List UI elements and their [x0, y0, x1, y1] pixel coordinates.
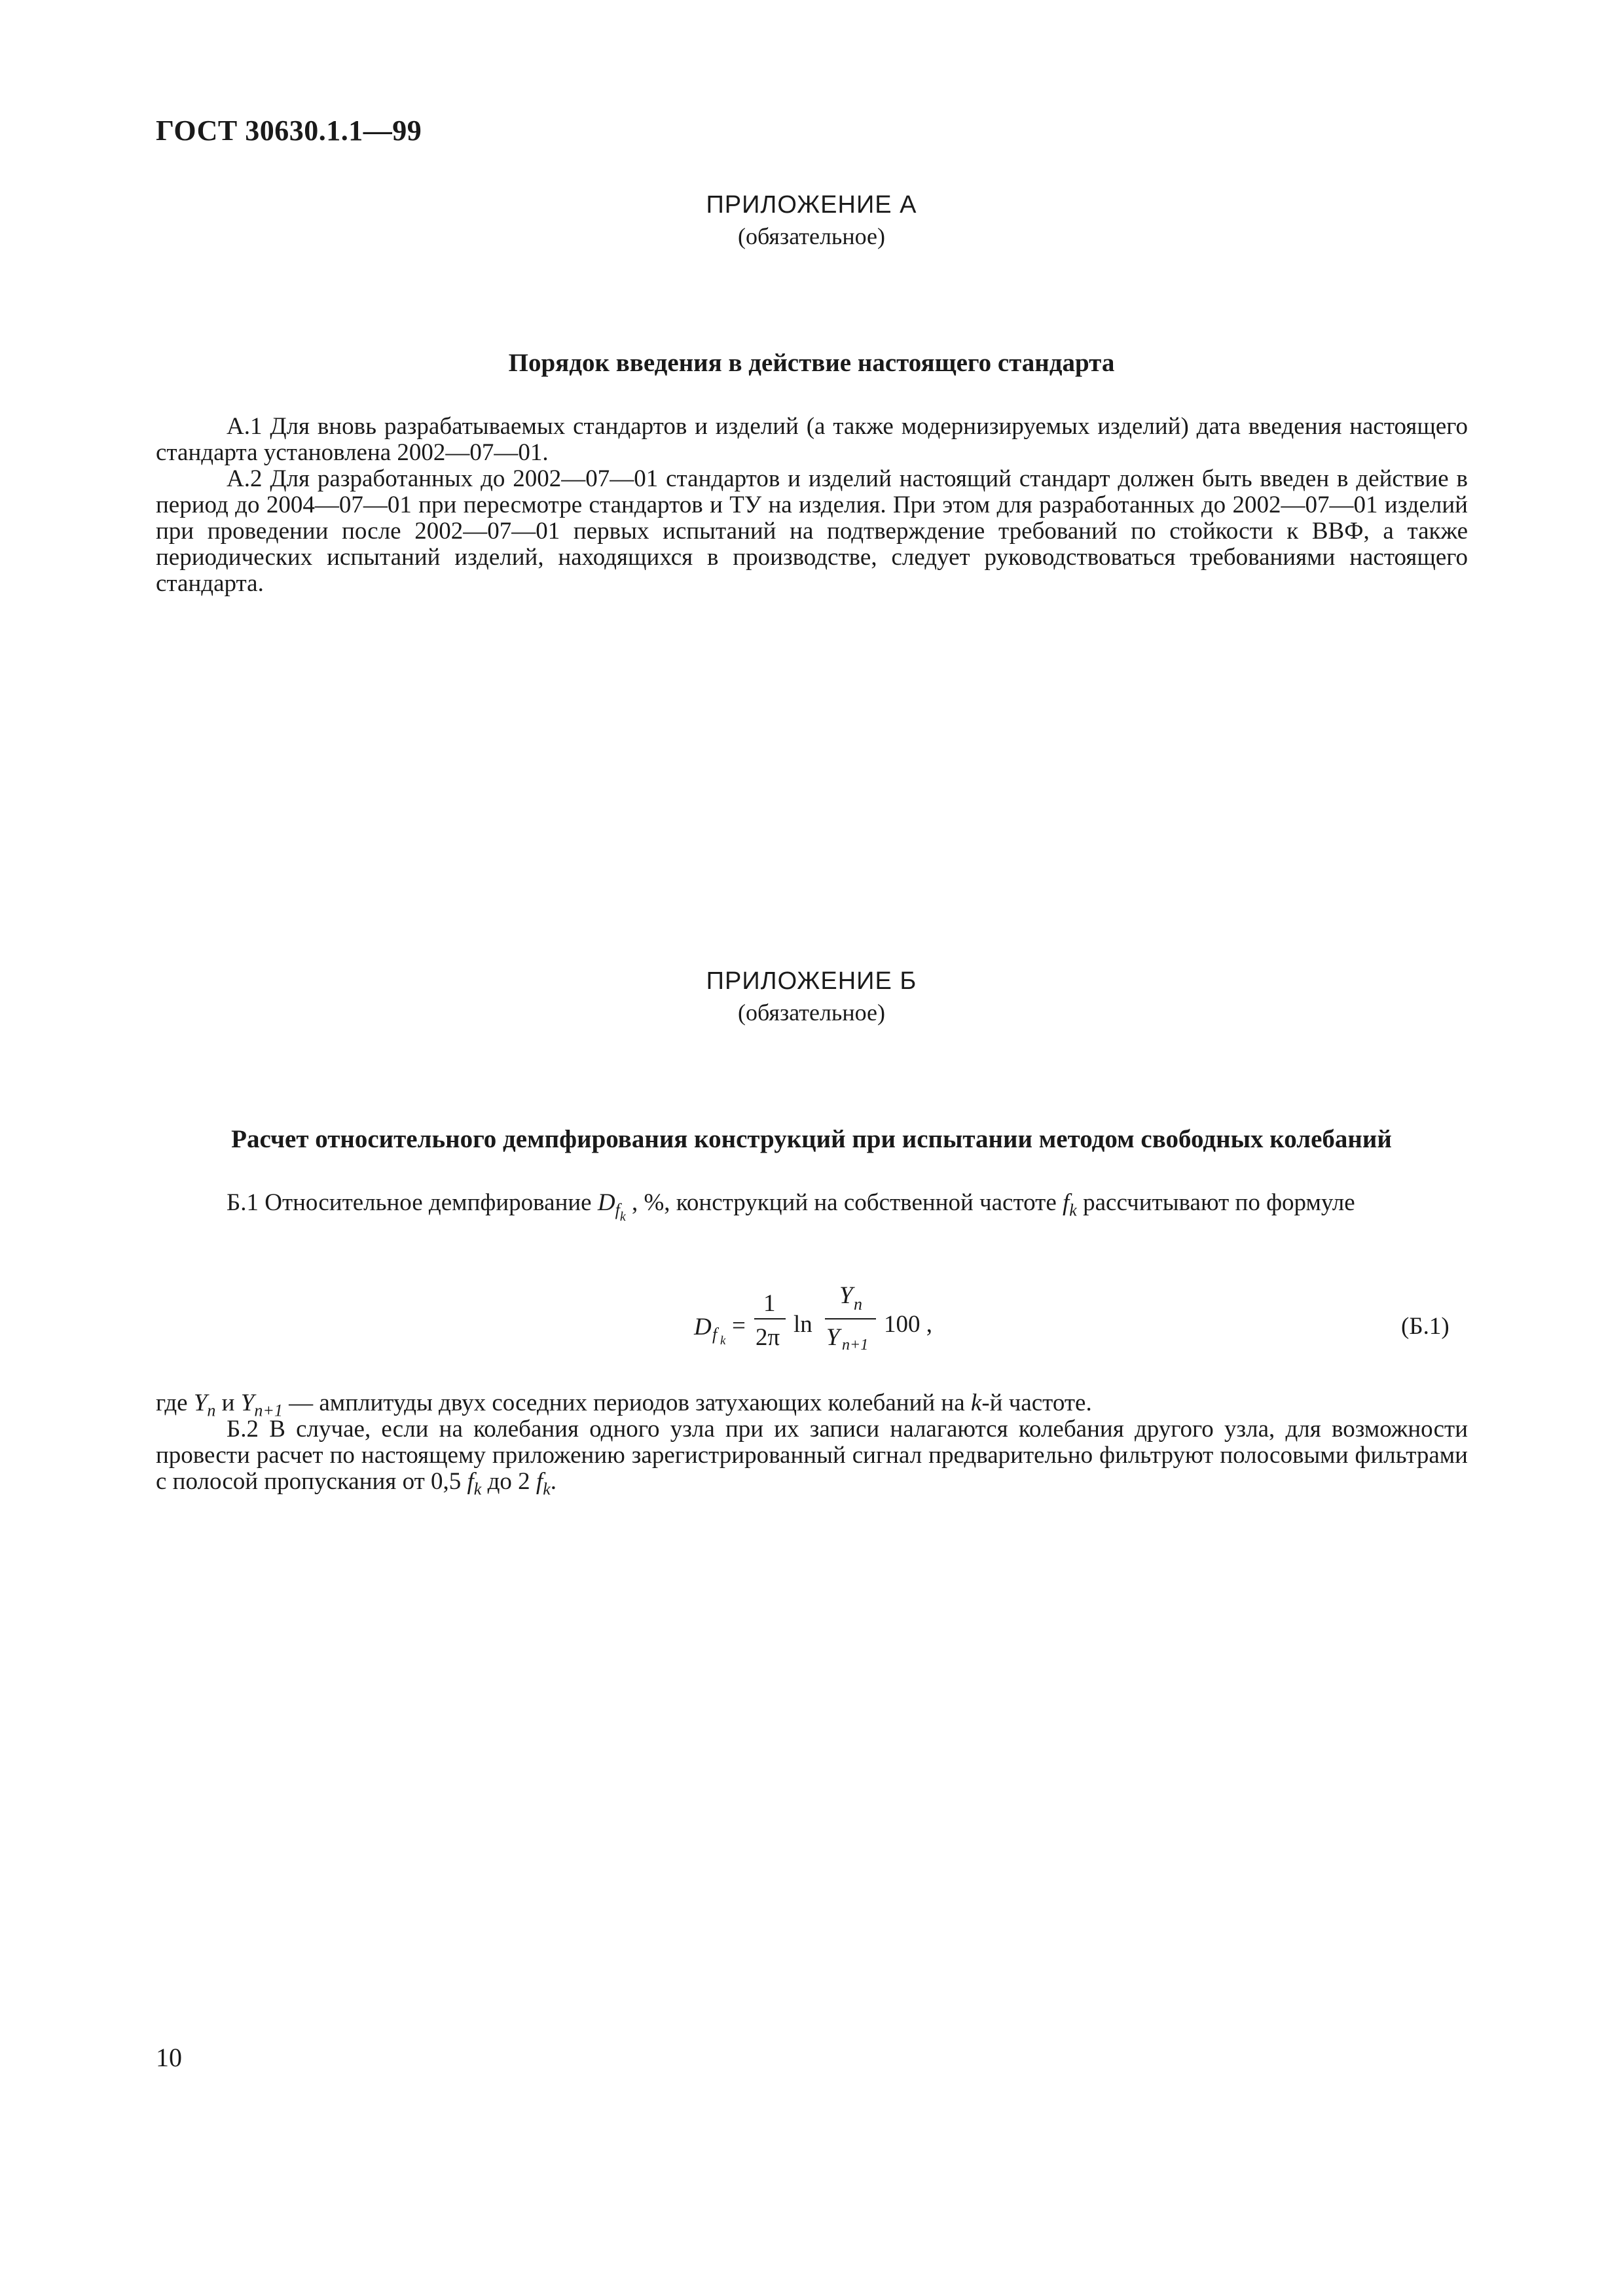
formula-frac2-denominator: Y — [826, 1324, 840, 1351]
frequency-sub-k: k — [1069, 1200, 1077, 1220]
where-line — [156, 1390, 1468, 1420]
annex-a-status: (обязательное) — [738, 223, 885, 249]
page-number: 10 — [156, 2043, 182, 2072]
b2-sub-k2: k — [543, 1479, 551, 1499]
formula-frac2-denominator-sub: n+1 — [842, 1336, 869, 1354]
paragraph-a2: А.2 Для разработанных до 2002—07—01 стандартов и изделий настоящий стандарт должен быть введен в действие в период до 2004—07—01 при пересмотре стандартов и ТУ на изделия. При этом для разработанных до 2002—07—01 изделий при проведении после 2002—07—01 первых испытаний на подтверждение требований по стойкости к ВВФ, а также периодических испытаний изделий, находящихся в производстве, следует руководствоваться требованиями настоящего стандарта. — [156, 465, 1468, 597]
annex-b-title: ПРИЛОЖЕНИЕ Б — [706, 967, 917, 995]
formula-frac2-numerator-sub: n — [854, 1295, 862, 1314]
formula-frac2-line — [825, 1318, 876, 1319]
annex-a-body — [156, 414, 1468, 597]
b1-text-start: Б.1 Относительное демпфирование — [227, 1189, 598, 1216]
annex-a-title: ПРИЛОЖЕНИЕ А — [706, 191, 917, 219]
annex-b-status: (обязательное) — [738, 999, 885, 1026]
where-text-start: где — [156, 1390, 194, 1416]
where-and: и — [215, 1390, 241, 1416]
where-sub-n: n — [207, 1401, 216, 1420]
b2-text-end: . — [550, 1468, 556, 1495]
b2-text-middle: до 2 — [481, 1468, 536, 1495]
where-symbol-yn: Y — [193, 1390, 208, 1416]
damping-symbol: D — [597, 1189, 615, 1216]
paragraph-a1: А.1 Для вновь разрабатываемых стандартов и изделий (а также модернизируемых изделий) дата введения настоящего стандарта установлена 2002—07—01. — [156, 413, 1468, 466]
damping-sub-f: f — [615, 1200, 620, 1220]
formula-ln: ln — [793, 1311, 812, 1338]
formula-frac2-numerator: Y — [839, 1282, 853, 1309]
frequency-symbol: f — [1063, 1189, 1070, 1216]
formula-frac1-line — [754, 1318, 786, 1319]
formula-b1 — [694, 1276, 1152, 1368]
b1-text-end: рассчитывают по формуле — [1076, 1189, 1355, 1216]
formula-frac1-numerator: 1 — [763, 1290, 776, 1317]
b2-sub-k1: k — [473, 1479, 482, 1499]
where-sub-n1: n+1 — [254, 1401, 283, 1420]
paragraph-b2 — [156, 1416, 1468, 1499]
b2-text-start: Б.2 В случае, если на колебания одного узла при их записи налагаются колебания другого узла, для возможности провести расчет по настоящему приложению зарегистрированный сигнал предварительно фильтруют полосовыми фильтрами с полосой пропускания от 0,5 — [156, 1416, 1468, 1495]
where-symbol-yn1: Y — [240, 1390, 255, 1416]
b2-symbol-f2: f — [536, 1468, 543, 1495]
annex-b-heading: Расчет относительного демпфирования конструкций при испытании методом свободных колебаний — [231, 1125, 1392, 1153]
formula-number: (Б.1) — [1401, 1313, 1450, 1340]
formula-lhs-sub-k: k — [720, 1334, 726, 1348]
paragraph-b1 — [156, 1189, 1468, 1225]
b1-text-middle: , %, конструкций на собственной частоте — [625, 1189, 1063, 1216]
formula-factor: 100 , — [884, 1311, 932, 1338]
b2-symbol-f1: f — [467, 1468, 474, 1495]
annex-b-body — [156, 1390, 1468, 1499]
formula-equals: = — [732, 1312, 746, 1339]
formula-lhs-D: D — [694, 1314, 712, 1340]
where-text-middle: — амплитуды двух соседних периодов затухающих колебаний на — [282, 1390, 971, 1416]
where-text-end: -й частоте. — [981, 1390, 1092, 1416]
where-symbol-k: k — [970, 1390, 982, 1416]
damping-sub-k: k — [619, 1210, 626, 1225]
formula-lhs-sub-f: f — [712, 1325, 718, 1344]
document-code: ГОСТ 30630.1.1—99 — [156, 115, 422, 147]
formula-frac1-denominator: 2π — [756, 1324, 780, 1351]
annex-a-heading: Порядок введения в действие настоящего стандарта — [508, 349, 1115, 377]
